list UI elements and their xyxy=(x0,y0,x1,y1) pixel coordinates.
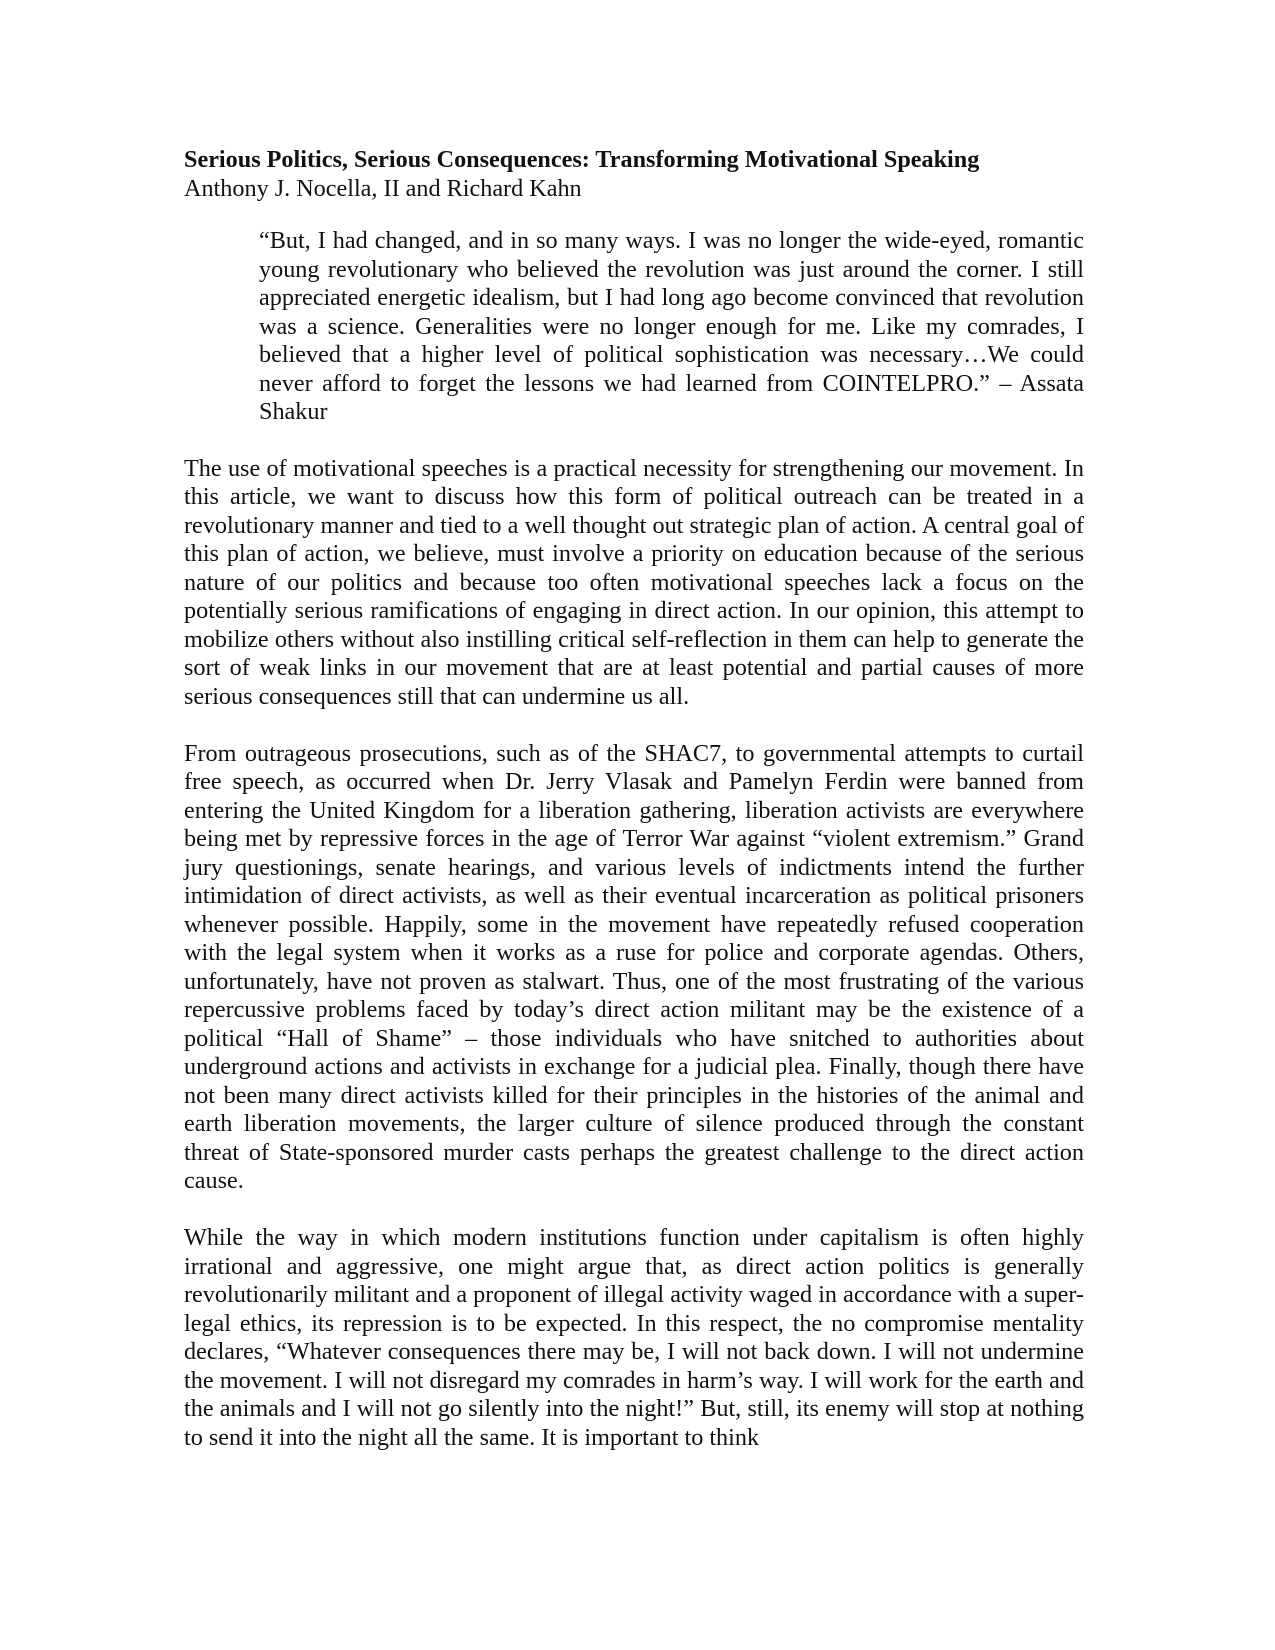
body-paragraph: From outrageous prosecutions, such as of the SHAC7, to governmental attempts to curtail free speech, as occurred when Dr. Jerry Vlasak and Pamelyn Ferdin were banned from entering the United Kingdom for a liberation gathering, liberation activists are everywhere being met by repressive forces in the age of Terror War against “violent extremism.” Grand jury questionings, senate hearings, and various levels of indictments intend the further intimidation of direct activists, as well as their eventual incarceration as political prisoners whenever possible. Happily, some in the movement have repeatedly refused cooperation with the legal system when it works as a ruse for police and corporate agendas. Others, unfortunately, have not proven as stalwart. Thus, one of the most frustrating of the various repercussive problems faced by today’s direct action militant may be the existence of a political “Hall of Shame” – those individuals who have snitched to authorities about underground actions and activists in exchange for a judicial plea. Finally, though there have not been many direct activists killed for their principles in the histories of the animal and earth liberation movements, the larger culture of silence produced through the constant threat of State-sponsored murder casts perhaps the greatest challenge to the direct action cause. xyxy=(184,739,1084,1194)
article-body xyxy=(184,146,1084,1452)
article-title: Serious Politics, Serious Consequences: Transforming Motivational Speaking xyxy=(184,146,980,173)
article-authors: Anthony J. Nocella, II and Richard Kahn xyxy=(184,174,582,202)
body-paragraph: While the way in which modern institutions function under capitalism is often highly irrational and aggressive, one might argue that, as direct action politics is generally revolutionarily militant and a proponent of illegal activity waged in accordance with a super-legal ethics, its repression is to be expected. In this respect, the no compromise mentality declares, “Whatever consequences there may be, I will not back down. I will not undermine the movement. I will not disregard my comrades in harm’s way. I will work for the earth and the animals and I will not go silently into the night!” But, still, its enemy will stop at nothing to send it into the night all the same. It is important to think xyxy=(184,1224,1084,1451)
body-paragraph: The use of motivational speeches is a practical necessity for strengthening our movement. In this article, we want to discuss how this form of political outreach can be treated in a revolutionary manner and tied to a well thought out strategic plan of action. A central goal of this plan of action, we believe, must involve a priority on education because of the serious nature of our politics and because too often motivational speeches lack a focus on the potentially serious ramifications of engaging in direct action. In our opinion, this attempt to mobilize others without also instilling critical self-reflection in them can help to generate the sort of weak links in our movement that are at least potential and partial causes of more serious consequences still that can undermine us all. xyxy=(184,454,1084,710)
epigraph-quote: “But, I had changed, and in so many ways. I was no longer the wide-eyed, romantic young revolutionary who believed the revolution was just around the corner. I still appreciated energetic idealism, but I had long ago become convinced that revolution was a science. Generalities were no longer enough for me. Like my comrades, I believed that a higher level of political sophistication was necessary…We could never afford to forget the lessons we had learned from COINTELPRO.” – Assata Shakur xyxy=(259,227,1084,425)
